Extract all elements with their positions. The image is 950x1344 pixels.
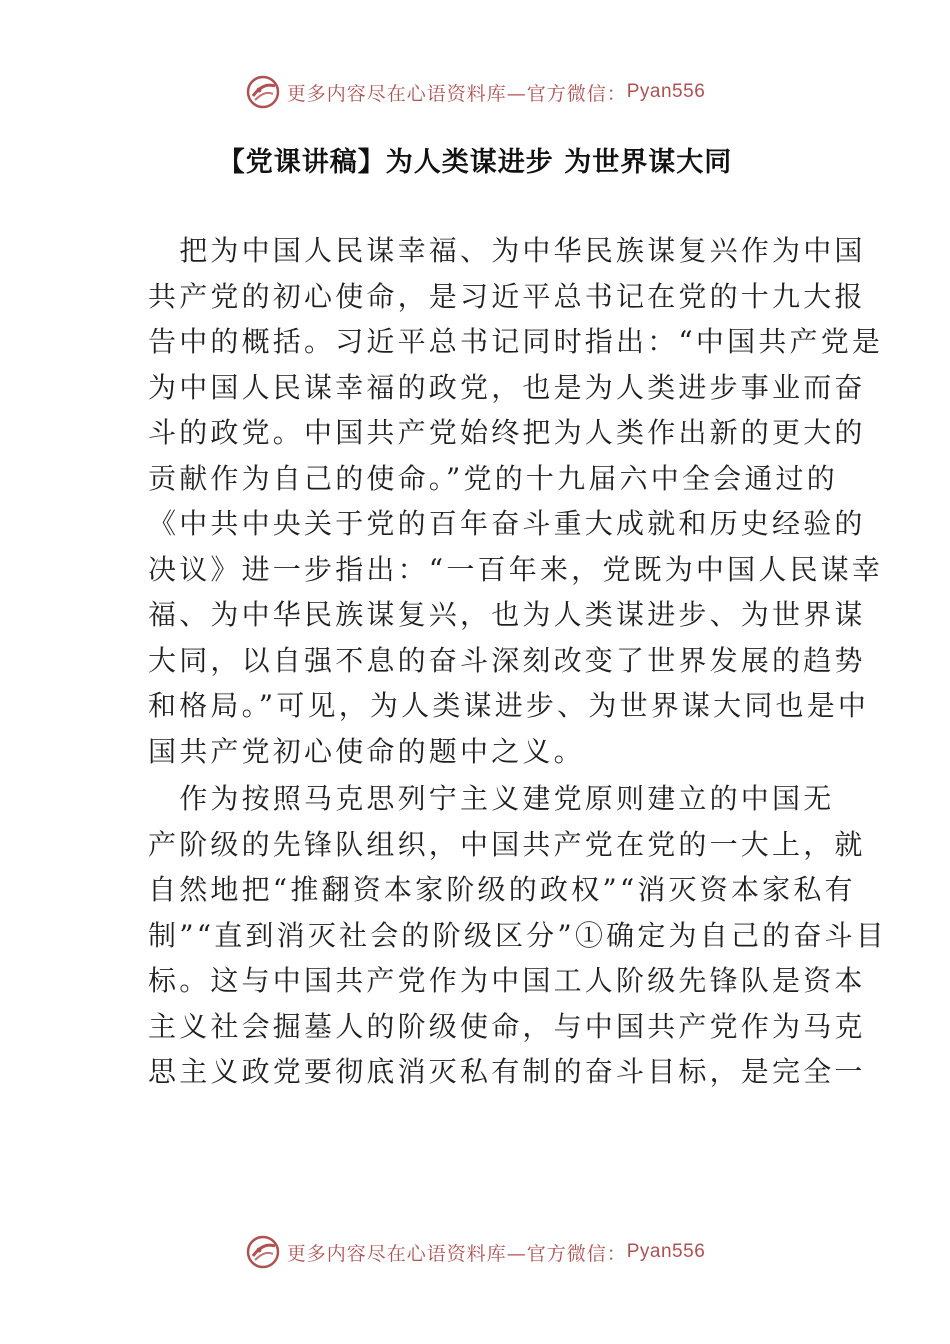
- text-line: 主义社会掘墓人的阶级使命，与中国共产党作为马克: [148, 1009, 866, 1043]
- book-logo-icon: [245, 1234, 281, 1270]
- text-line: 贡献作为自己的使命。”党的十九届六中全会通过的: [148, 461, 838, 495]
- text-line: 制”“直到消灭社会的阶级区分”①确定为自己的奋斗目: [148, 918, 887, 952]
- text-line: 自然地把“推翻资本家阶级的政权”“消灭资本家私有: [148, 873, 856, 906]
- text-line: 决议》进一步指出：“一百年来，党既为中国人民谋幸: [148, 552, 884, 586]
- text-line: 《中共中央关于党的百年奋斗重大成就和历史经验的: [148, 507, 866, 540]
- book-logo-icon: [245, 74, 281, 110]
- article-body: [148, 228, 887, 1095]
- text-line: 产阶级的先锋队组织，中国共产党在党的一大上，就: [148, 827, 866, 861]
- paragraph: [148, 776, 887, 1095]
- text-line: 共产党的初心使命，是习近平总书记在党的十九大报: [148, 279, 866, 313]
- text-line: 思主义政党要彻底消灭私有制的奋斗目标，是完全一: [148, 1055, 866, 1088]
- banner-wechat-id: Pyan556: [626, 81, 706, 102]
- text-line: 标。这与中国共产党作为中国工人阶级先锋队是资本: [148, 964, 866, 997]
- text-line: 告中的概括。习近平总书记同时指出：“中国共产党是: [148, 325, 884, 358]
- text-line: 为中国人民谋幸福的政党，也是为人类进步事业而奋: [148, 370, 866, 404]
- text-line: 福、为中华民族谋复兴，也为人类谋进步、为世界谋: [148, 598, 866, 631]
- text-line: 和格局。”可见，为人类谋进步、为世界谋大同也是中: [148, 689, 870, 722]
- banner-text: 更多内容尽在心语资料库—官方微信：: [286, 82, 627, 105]
- text-line: 国共产党初心使命的题中之义。: [148, 734, 585, 768]
- text-line: 把为中国人民谋幸福、为中华民族谋复兴作为中国: [148, 234, 866, 267]
- page-title: 【党课讲稿】为人类谋进步 为世界谋大同: [217, 147, 733, 178]
- footer-banner: [0, 1232, 950, 1272]
- header-banner: [0, 72, 950, 112]
- text-line: 作为按照马克思列宁主义建党原则建立的中国无: [148, 782, 835, 815]
- text-line: 斗的政党。中国共产党始终把为人类作出新的更大的: [148, 416, 866, 449]
- text-line: 大同，以自强不息的奋斗深刻改变了世界发展的趋势: [148, 643, 866, 677]
- banner-wechat-id: Pyan556: [626, 1241, 706, 1262]
- banner-text: 更多内容尽在心语资料库—官方微信：: [286, 1242, 627, 1265]
- paragraph: [148, 228, 884, 774]
